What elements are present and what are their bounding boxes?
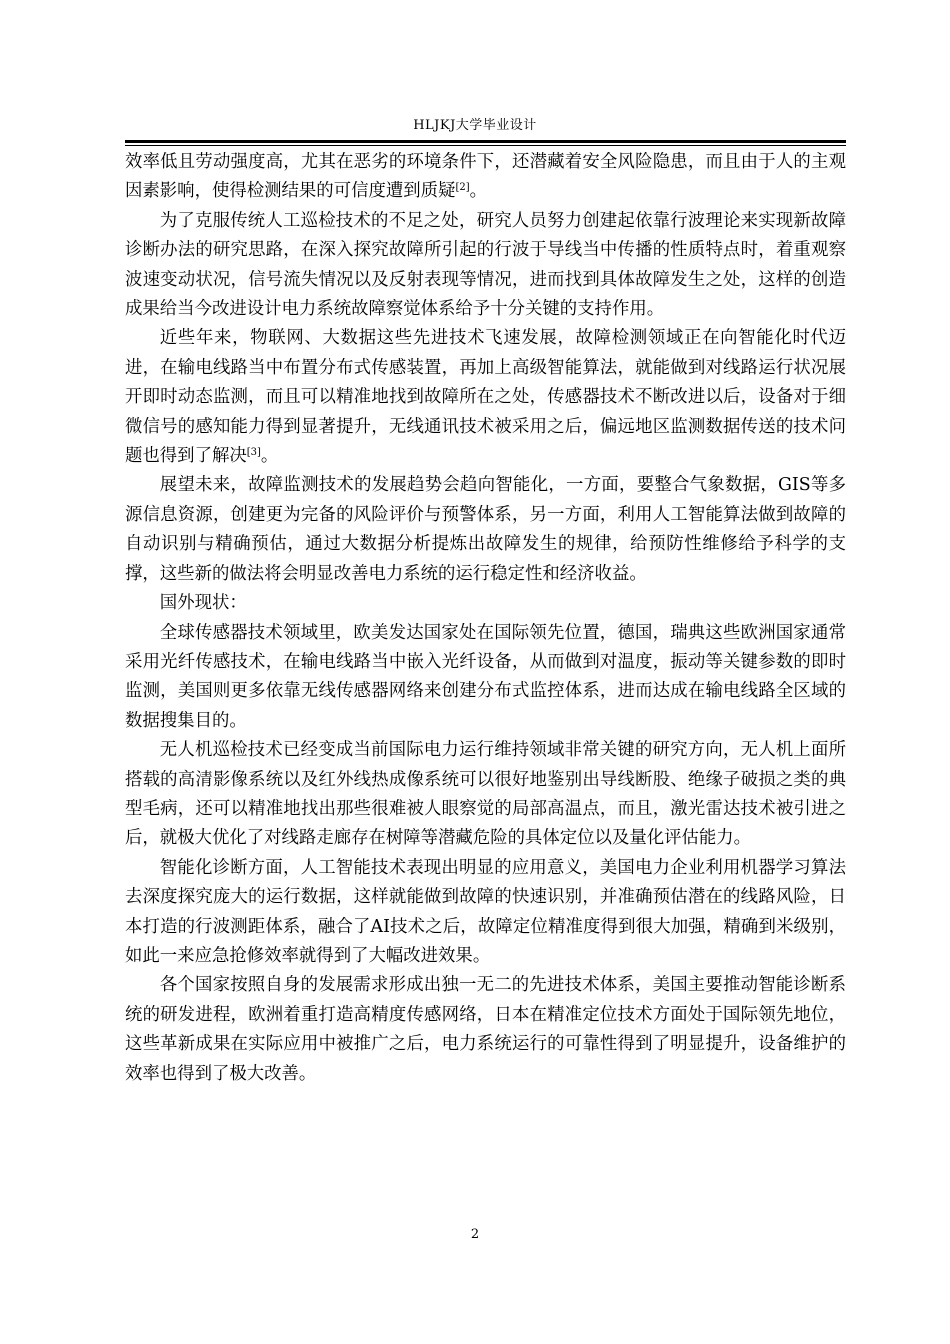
paragraph-drone-inspection [125, 736, 846, 854]
paragraph-text: 各个国家按照自身的发展需求形成出独一无二的先进技术体系，美国主要推动智能诊断系统的研发进程，欧洲着重打造高精度传感网络，日本在精准定位技术方面处于国际领先地位，这些革新成果在实际应用中被推广之后，电力系统运行的可靠性得到了明显提升，设备维护的效率也得到了极大改善。 [125, 975, 846, 1084]
page-header-title: HLJKJ大学毕业设计 [413, 118, 537, 133]
paragraph-continued [125, 148, 846, 207]
paragraph-text: 展望未来，故障监测技术的发展趋势会趋向智能化，一方面，要整合气象数据，GIS等多源信息资源，创建更为完备的风险评价与预警体系，另一方面，利用人工智能算法做到故障的自动识别与精确预估，通过大数据分析提炼出故障发生的规律，给预防性维修给予科学的支撑，这些新的做法将会明显改善电力系统的运行稳定性和经济收益。 [125, 475, 846, 584]
paragraph-intelligent-diagnosis [125, 854, 846, 972]
paragraph-text: 近些年来，物联网、大数据这些先进技术飞速发展，故障检测领域正在向智能化时代迈进，在输电线路当中布置分布式传感装置，再加上高级智能算法，就能做到对线路运行状况展开即时动态监测，而且可以精准地找到故障所在之处，传感器技术不断改进以后，设备对于细微信号的感知能力得到显著提升，无线通讯技术被采用之后，偏远地区监测数据传送的技术问题也得到了解决 [125, 328, 846, 467]
paragraph-traveling-wave [125, 207, 846, 325]
section-heading-foreign-status [125, 589, 846, 618]
paragraph-end: 。 [469, 181, 488, 202]
header-rule-thick [125, 140, 846, 143]
citation: [3] [246, 447, 261, 459]
paragraph-text: 智能化诊断方面，人工智能技术表现出明显的应用意义，美国电力企业利用机器学习算法去深度探究庞大的运行数据，这样就能做到故障的快速识别，并准确预估潜在的线路风险，日本打造的行波测距体系，融合了AI技术之后，故障定位精准度得到很大加强，精确到米级别，如此一来应急抢修效率就得到了大幅改进效果。 [125, 857, 846, 966]
header-rule-thin [125, 145, 846, 146]
paragraph-outlook [125, 471, 846, 589]
page-number: 2 [470, 1227, 480, 1242]
paragraph-end: 。 [260, 446, 279, 467]
paragraph-country-systems [125, 971, 846, 1089]
body-text [125, 148, 846, 1089]
paragraph-iot-big-data [125, 324, 846, 471]
paragraph-text: 全球传感器技术领域里，欧美发达国家处在国际领先位置，德国，瑞典这些欧洲国家通常采用光纤传感技术，在输电线路当中嵌入光纤设备，从而做到对温度，振动等关键参数的即时监测，美国则更多依靠无线传感器网络来创建分布式监控体系，进而达成在输电线路全区域的数据搜集目的。 [125, 622, 846, 731]
paragraph-sensor-technology [125, 619, 846, 737]
paragraph-text: 效率低且劳动强度高，尤其在恶劣的环境条件下，还潜藏着安全风险隐患，而且由于人的主观因素影响，使得检测结果的可信度遭到质疑 [125, 152, 846, 202]
paragraph-text: 国外现状： [159, 593, 247, 614]
paragraph-text: 为了克服传统人工巡检技术的不足之处，研究人员努力创建起依靠行波理论来实现新故障诊断办法的研究思路，在深入探究故障所引起的行波于导线当中传播的性质特点时，着重观察波速变动状况，信号流失情况以及反射表现等情况，进而找到具体故障发生之处，这样的创造成果给当今改进设计电力系统故障察觉体系给予十分关键的支持作用。 [125, 210, 846, 320]
citation: [2] [455, 182, 470, 194]
paragraph-text: 无人机巡检技术已经变成当前国际电力运行维持领域非常关键的研究方向，无人机上面所搭载的高清影像系统以及红外线热成像系统可以很好地鉴别出导线断股、绝缘子破损之类的典型毛病，还可以精准地找出那些很难被人眼察觉的局部高温点，而且，激光雷达技术被引进之后，就极大优化了对线路走廊存在树障等潜藏危险的具体定位以及量化评估能力。 [125, 740, 846, 849]
